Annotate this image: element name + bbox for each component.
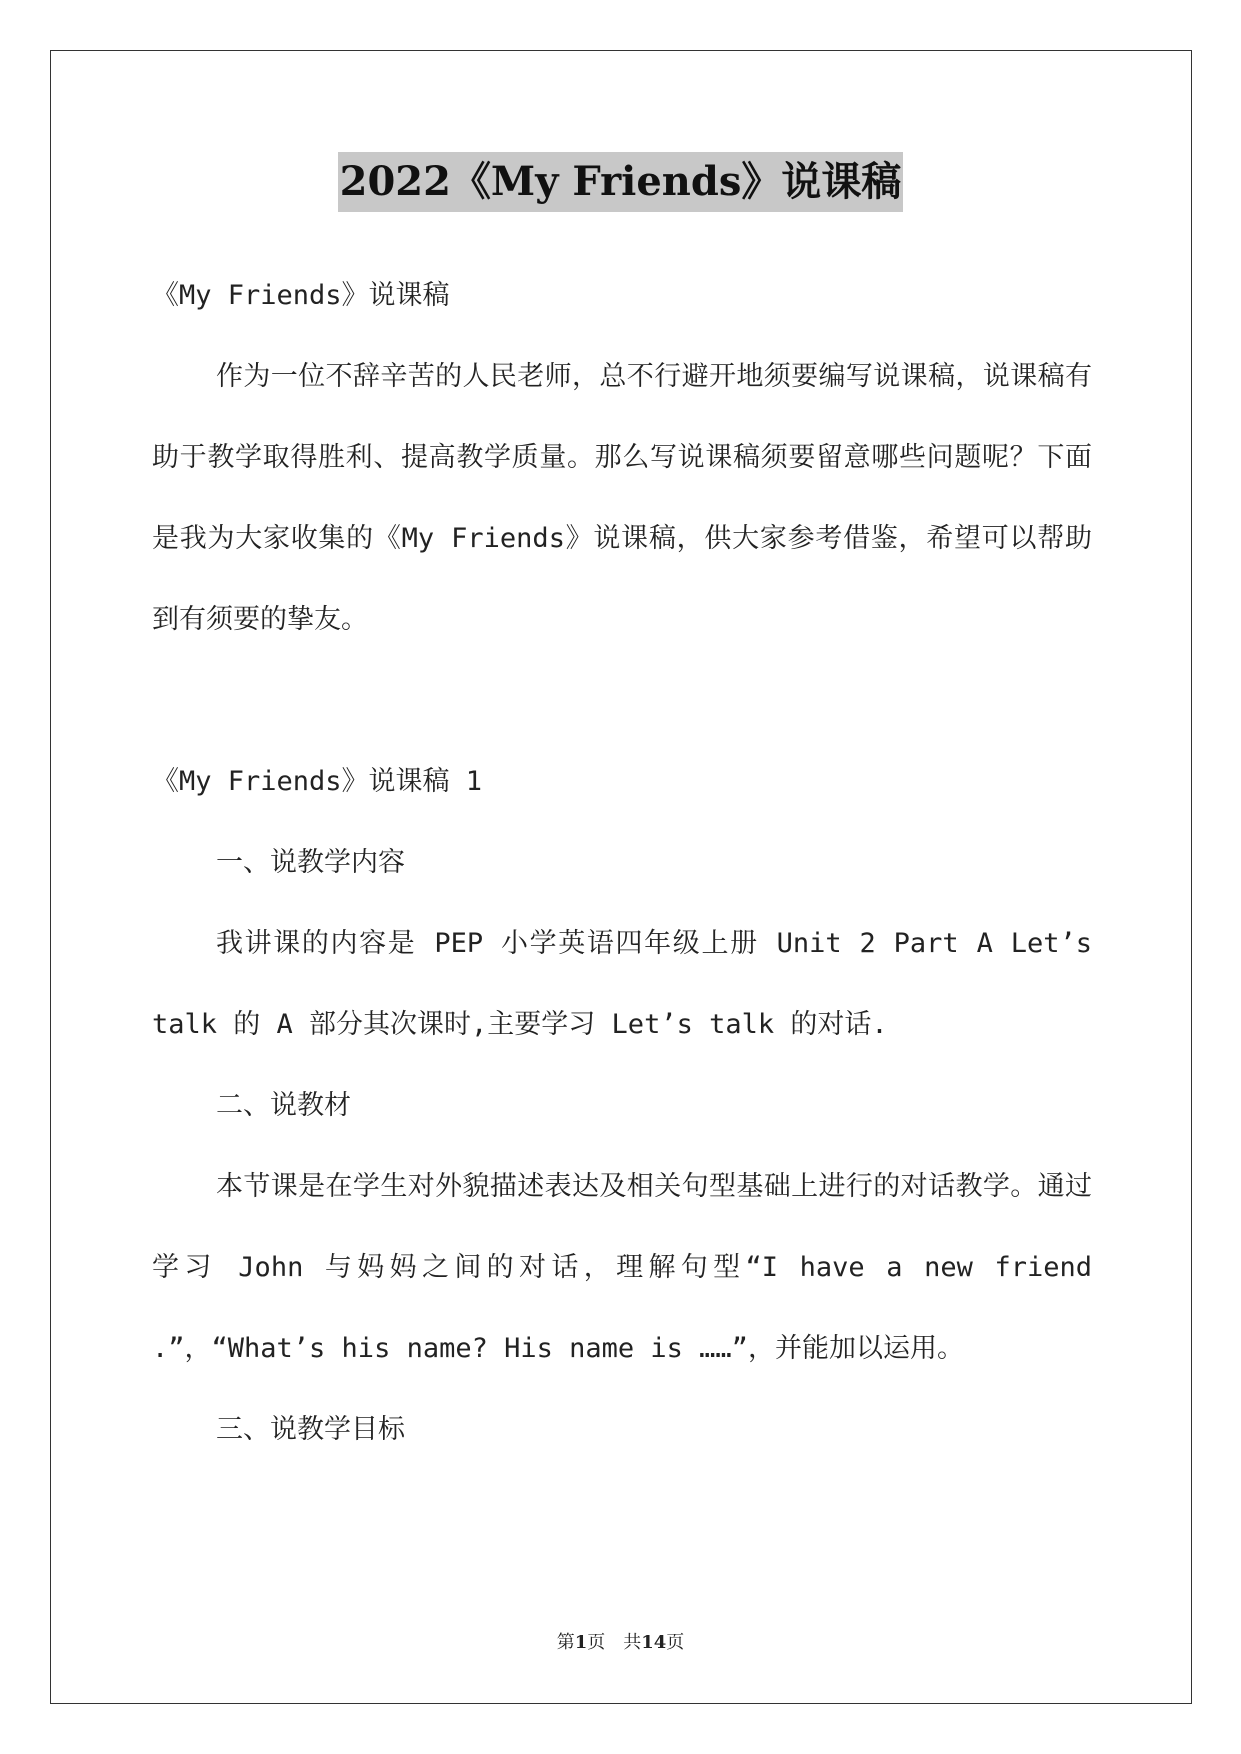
paragraph-section-title: 《My Friends》说课稿 1 xyxy=(152,766,483,797)
paragraph-subtitle: 《My Friends》说课稿 xyxy=(152,280,450,311)
paragraph-teaching-content: 我讲课的内容是 PEP 小学英语四年级上册 Unit 2 Part A Let’s talk 的 A 部分其次课时,主要学习 Let’s talk 的对话. xyxy=(152,928,1092,1040)
document-title: 2022《My Friends》说课稿 xyxy=(338,152,904,212)
footer-page-suffix: 页 xyxy=(666,1632,685,1653)
paragraph-intro: 作为一位不辞辛苦的人民老师，总不行避开地须要编写说课稿，说课稿有助于教学取得胜利、提高教学质量。那么写说课稿须要留意哪些问题呢？下面是我为大家收集的《My Friends》说课稿，供大家参考借鉴，希望可以帮助到有须要的挚友。 xyxy=(152,361,1092,635)
paragraph-teaching-material: 本节课是在学生对外貌描述表达及相关句型基础上进行的对话教学。通过学习 John 与妈妈之间的对话，理解句型“I have a new friend .”，“What’s his name? His name is ……”，并能加以运用。 xyxy=(152,1171,1092,1364)
heading-teaching-content: 一、说教学内容 xyxy=(216,847,405,878)
footer-current-page: 1 xyxy=(574,1632,588,1653)
document-body xyxy=(152,255,1092,1470)
heading-teaching-goals: 三、说教学目标 xyxy=(216,1414,405,1445)
heading-teaching-material: 二、说教材 xyxy=(216,1090,351,1121)
footer-total-pages: 14 xyxy=(641,1632,667,1653)
page-footer xyxy=(0,1628,1241,1654)
title-container xyxy=(0,152,1241,212)
footer-page-prefix: 第 xyxy=(556,1632,575,1653)
blank-line xyxy=(152,660,1092,741)
footer-page-mid: 页 共 xyxy=(587,1632,642,1653)
